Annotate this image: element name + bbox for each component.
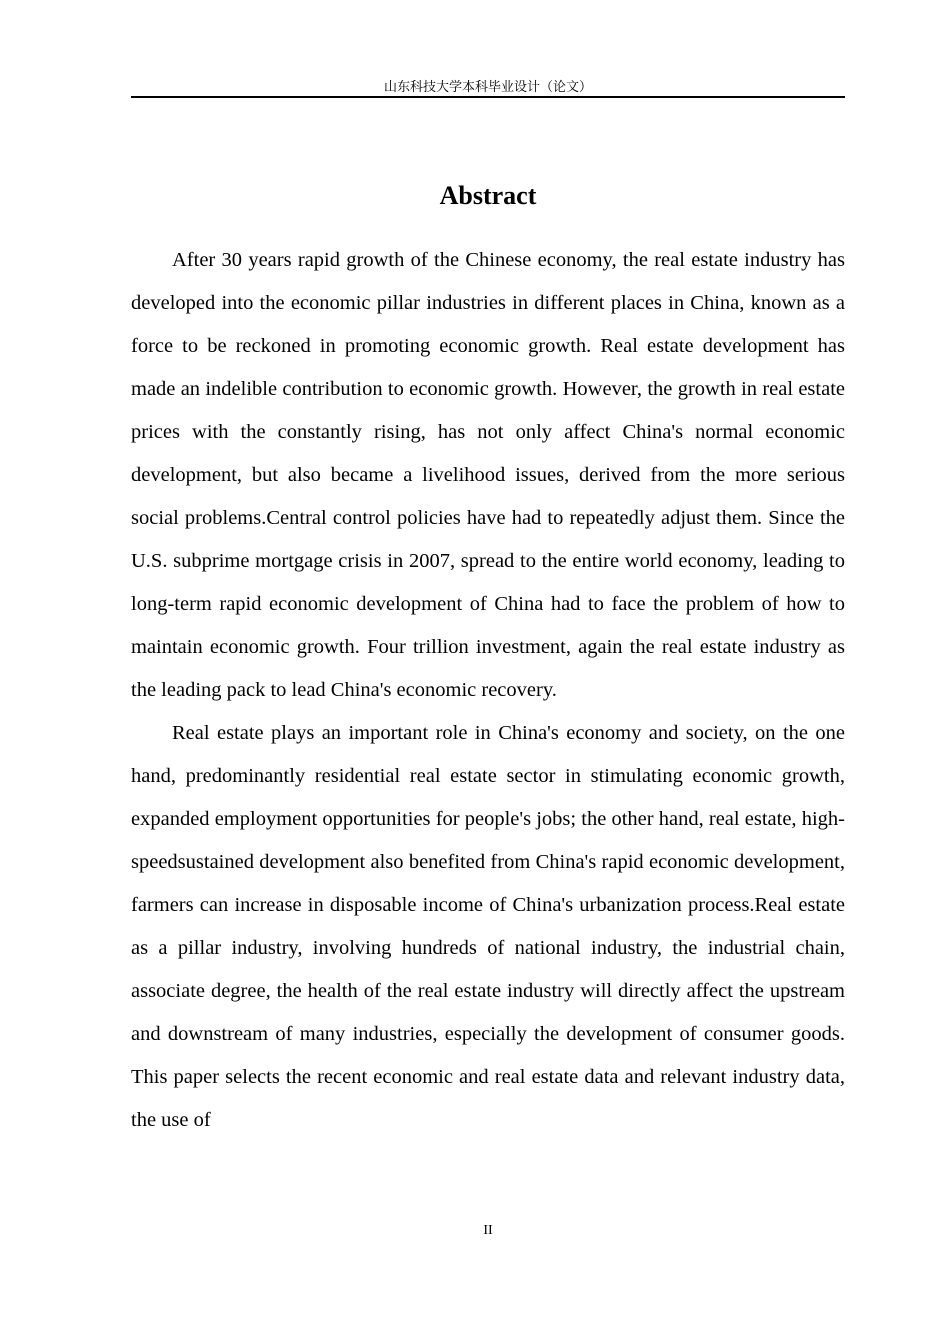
section-title: Abstract: [439, 181, 537, 210]
paragraph-1: After 30 years rapid growth of the Chinese economy, the real estate industry has developed into the economic pillar industries in different places in China, known as a force to be reckoned in promoting economic growth. Real estate development has made an indelible contribution to economic growth. However, the growth in real estate prices with the constantly rising, has not only affect China's normal economic development, but also became a livelihood issues, derived from the more serious social problems.Central control policies have had to repeatedly adjust them. Since the U.S. subprime mortgage crisis in 2007, spread to the entire world economy, leading to long-term rapid economic development of China had to face the problem of how to maintain economic growth. Four trillion investment, again the real estate industry as the leading pack to lead China's economic recovery.: [131, 249, 845, 701]
page-number: II: [483, 1223, 493, 1238]
paragraph-2: Real estate plays an important role in China's economy and society, on the one hand, predominantly residential real estate sector in stimulating economic growth, expanded employment opportunities for people's jobs; the other hand, real estate, high-speedsustained development also benefited from China's rapid economic development, farmers can increase in disposable income of China's urbanization process.Real estate as a pillar industry, involving hundreds of national industry, the industrial chain, associate degree, the health of the real estate industry will directly affect the upstream and downstream of many industries, especially the development of consumer goods. This paper selects the recent economic and real estate data and relevant industry data, the use of: [131, 722, 845, 1131]
running-header: 山东科技大学本科毕业设计（论文）: [383, 80, 592, 95]
header-rule: [131, 96, 845, 98]
abstract-body: [131, 239, 845, 1142]
